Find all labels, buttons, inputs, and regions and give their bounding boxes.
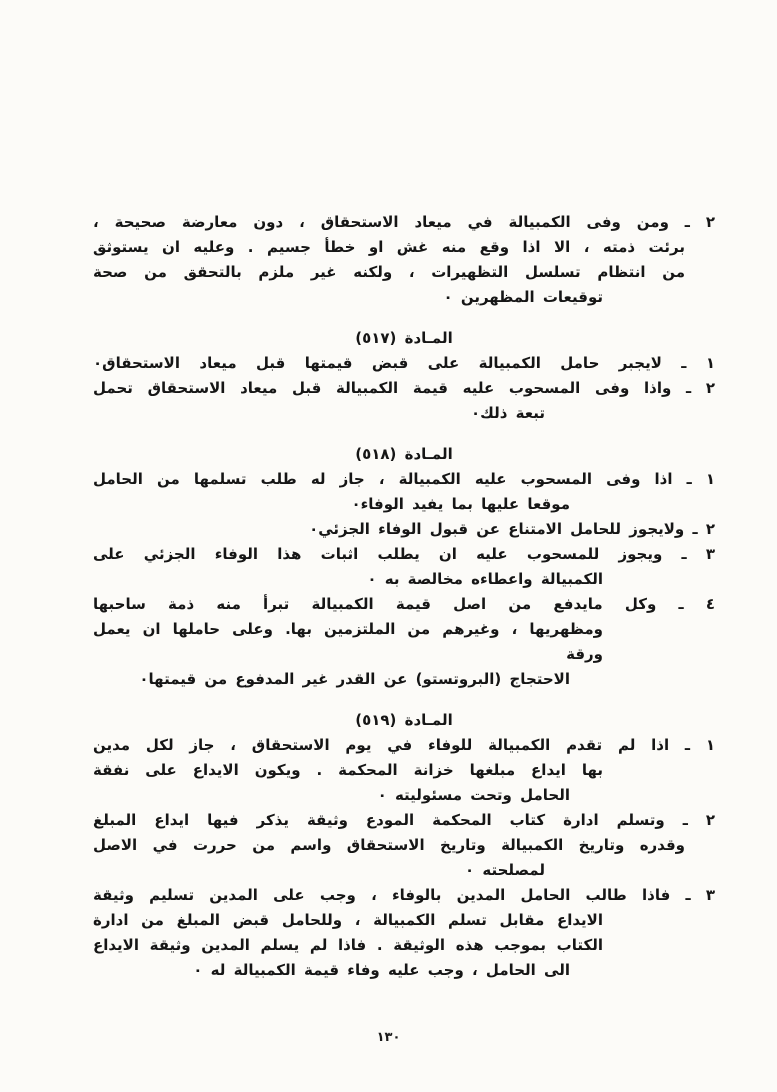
text-line: بها ايداع مبلغها خزانة المحكمة . ويكون الايداع على نفقة: [93, 761, 603, 779]
text-line: الاحتجاج (البروتستو) عن القدر غير المدفوع من قيمتها٠: [139, 670, 570, 688]
text-line: ٤ ـ وكل مايدفع من اصل قيمة الكمبيالة تبرأ منه ذمة ساحبها: [93, 595, 715, 613]
text-line: من انتظام تسلسل التظهيرات ، ولكنه غير ملزم بالتحقق من صحة: [93, 263, 685, 281]
article-519-item-3: [93, 883, 715, 983]
text-line: الكمبيالة واعطاءه مخالصة به ٠: [367, 570, 603, 588]
text-line: لمصلحته ٠: [464, 861, 545, 879]
text-line: ١ ـ اذا وفى المسحوب عليه الكمبيالة ، جاز له طلب تسلمها من الحامل: [93, 470, 715, 488]
article-518-item-4: [93, 592, 715, 692]
text-block: [93, 210, 715, 983]
text-line: الى الحامل ، وجب عليه وفاء قيمة الكمبيالة له ٠: [193, 961, 570, 979]
intro-item: [93, 210, 715, 310]
text-line: الكتاب بموجب هذه الوثيقة . فاذا لم يسلم المدين وثيقة الايداع: [93, 936, 603, 954]
article-517-item-1: [93, 351, 715, 376]
text-line: ٢ ـ واذا وفى المسحوب عليه قيمة الكمبيالة قبل ميعاد الاستحقاق تحمل: [93, 379, 715, 397]
text-line: تبعة ذلك٠: [471, 404, 545, 422]
text-line: توقيعات المظهرين ٠: [443, 288, 603, 306]
text-line: وقدره وتاريخ الكمبيالة وتاريخ الاستحقاق واسم من حررت في الاصل: [93, 836, 685, 854]
text-line: ١ ـ لايجبر حامل الكمبيالة على قبض قيمتها قبل ميعاد الاستحقاق٠: [93, 354, 715, 372]
text-line: ٢ ـ ولايجوز للحامل الامتناع عن قبول الوفاء الجزئي٠: [309, 520, 715, 538]
article-518-item-3: [93, 542, 715, 592]
article-517-heading: المـادة (٥١٧): [355, 329, 453, 347]
text-line: الايداع مقابل تسلم الكمبيالة ، وللحامل قبض المبلغ من ادارة: [93, 911, 603, 929]
text-line: ٣ ـ ويجوز للمسحوب عليه ان يطلب اثبات هذا الوفاء الجزئي على: [93, 545, 715, 563]
article-518-item-2: [93, 517, 715, 542]
article-519-item-1: [93, 733, 715, 808]
text-line: الحامل وتحت مسئوليته ٠: [377, 786, 570, 804]
text-line: ٢ ـ ومن وفى الكمبيالة في ميعاد الاستحقاق ، دون معارضة صحيحة ،: [93, 213, 715, 231]
article-518-item-1: [93, 467, 715, 517]
article-519-heading: المـادة (٥١٩): [355, 711, 453, 729]
text-line: برئت ذمته ، الا اذا وقع منه غش او خطأ جسيم . وعليه ان يستوثق: [93, 238, 685, 256]
text-line: ومظهريها ، وغيرهم من الملتزمين بها. وعلى حاملها ان يعمل ورقة: [93, 620, 603, 663]
text-line: ١ ـ اذا لم تقدم الكمبيالة للوفاء في يوم الاستحقاق ، جاز لكل مدين: [93, 736, 715, 754]
article-518-heading: المـادة (٥١٨): [355, 445, 453, 463]
page-number: ١٣٠: [376, 1030, 401, 1045]
article-517-item-2: [93, 376, 715, 426]
article-519-item-2: [93, 808, 715, 883]
text-line: ٣ ـ فاذا طالب الحامل المدين بالوفاء ، وجب على المدين تسليم وثيقة: [93, 886, 715, 904]
text-line: ٢ ـ وتسلم ادارة كتاب المحكمة المودع وثيقة يذكر فيها ايداع المبلغ: [93, 811, 715, 829]
text-line: موقعا عليها بما يفيد الوفاء٠: [351, 495, 570, 513]
